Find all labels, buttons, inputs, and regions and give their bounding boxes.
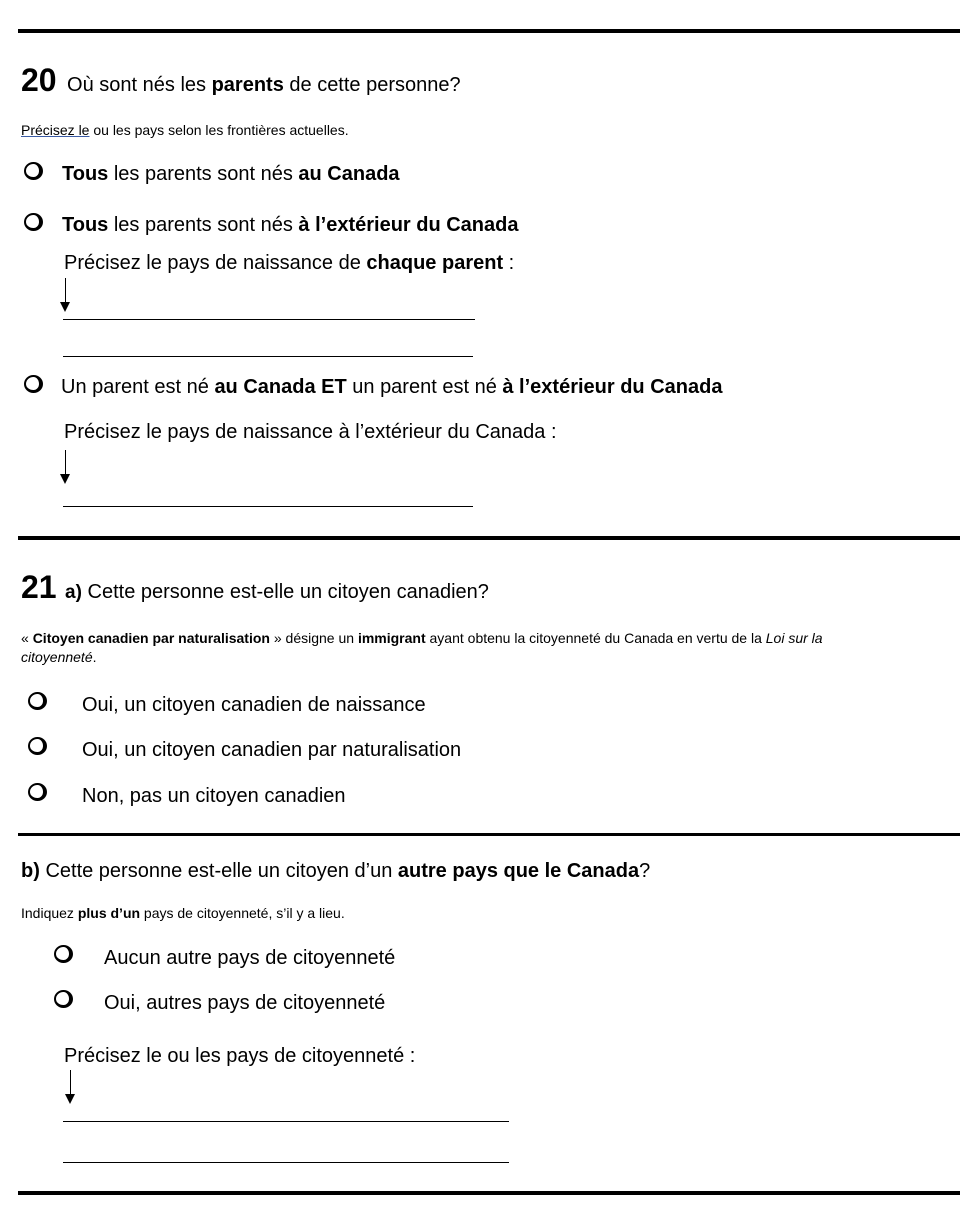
section-divider-q21 — [18, 536, 960, 540]
q20-option2-radio[interactable] — [24, 213, 43, 231]
question-21-number: 21 — [21, 569, 57, 605]
q20-outside-country-input[interactable] — [63, 506, 473, 507]
question-20-note: Précisez le ou les pays selon les frontières actuelles. — [21, 122, 349, 138]
question-20-text: Où sont nés les parents de cette personne? — [67, 74, 461, 96]
q21a-option2-radio[interactable] — [28, 737, 47, 755]
section-divider-top — [18, 29, 960, 33]
q21b-option2-label: Oui, autres pays de citoyenneté — [104, 992, 386, 1014]
q21b-option1-label: Aucun autre pays de citoyenneté — [104, 947, 396, 969]
arrow-down-icon — [60, 450, 72, 486]
q20-option3-radio[interactable] — [24, 375, 43, 393]
q20-option1-label: Tous les parents sont nés au Canada — [62, 163, 400, 185]
question-20-header — [21, 62, 461, 99]
question-21a-text: a) Cette personne est-elle un citoyen canadien? — [65, 581, 489, 603]
question-21a-header — [21, 569, 489, 606]
q21b-country-input-2[interactable] — [63, 1162, 509, 1163]
q21b-country-input-1[interactable] — [63, 1121, 509, 1122]
question-20-number: 20 — [21, 62, 57, 98]
question-21a-note: « Citoyen canadien par naturalisation » désigne un immigrant ayant obtenu la citoyenneté du Canada en vertu de la Loi sur la citoyenneté. — [21, 630, 823, 665]
q20-option3-label: Un parent est né au Canada ET un parent est né à l’extérieur du Canada — [61, 376, 723, 398]
question-21b-text: b) Cette personne est-elle un citoyen d’un autre pays que le Canada? — [21, 860, 651, 882]
q21a-option3-radio[interactable] — [28, 783, 47, 801]
q21a-option3-label: Non, pas un citoyen canadien — [82, 785, 346, 807]
q21b-prompt: Précisez le ou les pays de citoyenneté : — [64, 1045, 416, 1067]
question-21b-note: Indiquez plus d’un pays de citoyenneté, s’il y a lieu. — [21, 905, 345, 921]
section-divider-q21b — [18, 833, 960, 836]
q20-parent-country-input-1[interactable] — [63, 319, 475, 320]
q21a-option1-label: Oui, un citoyen canadien de naissance — [82, 694, 426, 716]
section-divider-bottom — [18, 1191, 960, 1195]
q21a-option1-radio[interactable] — [28, 692, 47, 710]
q20-parent-country-input-2[interactable] — [63, 356, 473, 357]
q20-option3-prompt: Précisez le pays de naissance à l’extérieur du Canada : — [64, 421, 557, 443]
arrow-down-icon — [60, 278, 72, 312]
q21a-option2-label: Oui, un citoyen canadien par naturalisation — [82, 739, 462, 761]
arrow-down-icon — [65, 1070, 77, 1106]
q20-option2-prompt: Précisez le pays de naissance de chaque parent : — [64, 252, 515, 274]
q20-option1-radio[interactable] — [24, 162, 43, 180]
note-link[interactable]: Précisez le — [21, 122, 90, 138]
q20-option2-label: Tous les parents sont nés à l’extérieur du Canada — [62, 214, 519, 236]
q21b-option1-radio[interactable] — [54, 945, 73, 963]
q21b-option2-radio[interactable] — [54, 990, 73, 1008]
